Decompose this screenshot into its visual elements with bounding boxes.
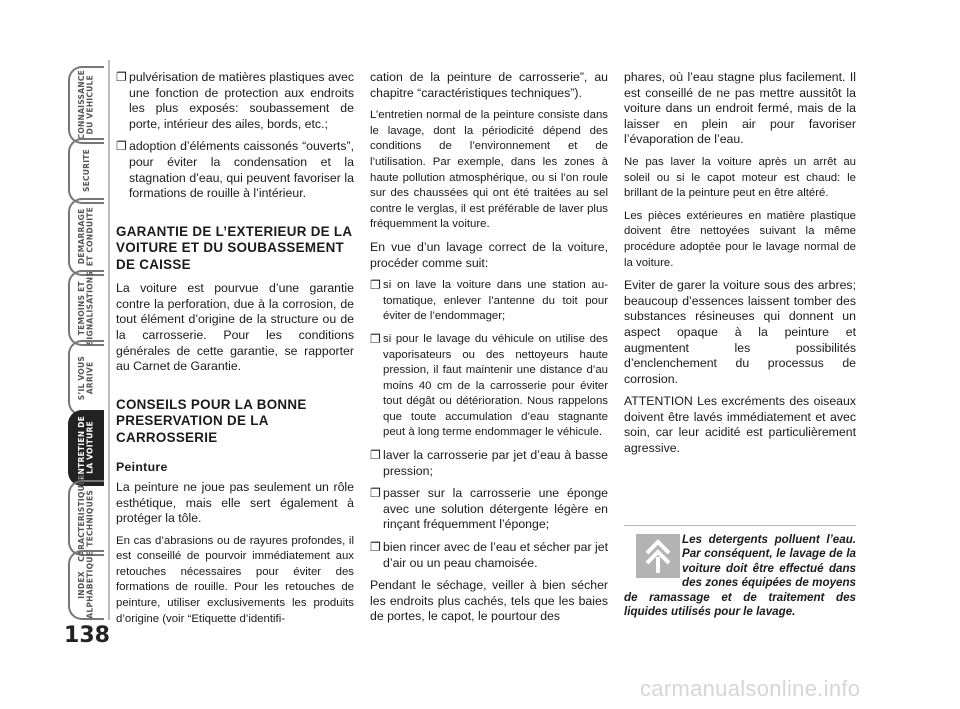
paragraph: En vue d’un lavage correct de la voiture, procéder comme suit: bbox=[370, 239, 608, 270]
column-2 bbox=[370, 70, 608, 632]
watermark: carmanualsonline.info bbox=[640, 676, 861, 701]
tab-label: INDEX ALPHABETIQUE bbox=[77, 551, 95, 619]
column-3 bbox=[624, 70, 856, 464]
list-item: ❐ laver la carrosserie par jet d’eau à basse pression; bbox=[370, 448, 608, 478]
tab-label: SECURITE bbox=[81, 149, 91, 193]
paragraph: La voiture est pourvue d’une garantie contre la perforation, due à la corrosion, de tout élément d’origine de la structure ou de la carrosserie. Pour les conditions générales de cette garantie, se rapporter au Carnet de Garantie. bbox=[116, 281, 354, 374]
tab-label: TEMOINS ET SIGNALISATIONS bbox=[77, 270, 95, 346]
tab-caracteristiques[interactable] bbox=[68, 474, 104, 562]
tab-demarrage[interactable] bbox=[68, 198, 104, 276]
paragraph: Pendant le séchage, veiller à bien sécher les endroits plus cachés, tels que les baies de portes, le capot, le pourtour des bbox=[370, 578, 608, 624]
list-item: ❐ bien rincer avec de l’eau et sécher par jet d’air ou un peau chamoisée. bbox=[370, 540, 608, 570]
paragraph: phares, où l’eau stagne plus facilement. Il est conseillé de ne pas mettre aussitôt la voiture dans un endroit fermé, mais de la laisser en plein air pour favoriser l’évaporation de l’eau. bbox=[624, 70, 856, 147]
list-item: ❐ adoption d’éléments caissonés “ouverts”, pour éviter la condensation et la stagnation d’eau, qui peuvent favoriser la formations de rouille à l’intérieur. bbox=[116, 139, 354, 201]
tab-label: ENTRETIEN DE LA VOITURE bbox=[77, 416, 95, 480]
tab-index[interactable] bbox=[68, 550, 104, 620]
paragraph: En cas d’abrasions ou de rayures profondes, il est conseillé de pourvoir immédiatement aux retouches nécessaires pour éviter des formations de rouille. Pour les retouches de peinture, utiliser exclusivements les produits d’origine (voir “Etiquette d’identifi- bbox=[116, 534, 354, 625]
paragraph: cation de la peinture de carrosserie”, au chapitre “caractéristiques techniques”). bbox=[370, 70, 608, 100]
tab-securite[interactable] bbox=[68, 138, 104, 204]
checkbox-bullet-icon: ❐ bbox=[370, 486, 381, 501]
paragraph: Les pièces extérieures en matière plastique doivent être nettoyées suivant la même procédure adoptée pour le lavage normal de la voiture. bbox=[624, 209, 856, 269]
note-text: Les detergents polluent l’eau. Par conséquent, le lavage de la voiture doit être effectué dans des zones équipées de moyens de ramassage et de traitement des liquides utilisés pour le lavage. bbox=[624, 533, 856, 619]
checkbox-bullet-icon: ❐ bbox=[370, 448, 381, 463]
section-tabs bbox=[0, 0, 112, 709]
checkbox-bullet-icon: ❐ bbox=[116, 70, 127, 84]
tab-label: CARACTERISTIQUES TECHNIQUES bbox=[77, 474, 95, 562]
tab-label: S’IL VOUS ARRIVE bbox=[77, 355, 95, 401]
checkbox-bullet-icon: ❐ bbox=[116, 139, 127, 154]
paragraph: La peinture ne joue pas seulement un rôle esthétique, mais elle sert également à protéger la tôle. bbox=[116, 479, 354, 526]
section-heading: GARANTIE DE L’EXTERIEUR DE LA VOITURE ET DU SOUBASSEMENT DE CAISSE bbox=[116, 223, 352, 272]
paragraph: Ne pas laver la voiture après un arrêt au soleil ou si le capot moteur est chaud: le brillant de la peinture peut en être altéré. bbox=[624, 155, 856, 200]
checkbox-bullet-icon: ❐ bbox=[370, 278, 381, 293]
checkbox-bullet-icon: ❐ bbox=[370, 540, 381, 555]
tab-sil-vous-arrive[interactable] bbox=[68, 340, 104, 416]
checkbox-bullet-icon: ❐ bbox=[370, 331, 381, 346]
page-number: 138 bbox=[64, 623, 110, 648]
environment-note bbox=[624, 525, 856, 626]
column-1 bbox=[116, 70, 354, 634]
tab-label: DEMARRAGE ET CONDUITE bbox=[77, 207, 95, 267]
paragraph: ATTENTION Les excréments des oiseaux doivent être lavés immédiatement et avec soin, car leur acidité est particulièrement agressive. bbox=[624, 394, 856, 456]
paragraph: L’entretien normal de la peinture consiste dans le lavage, dont la périodicité dépend des conditions de l’environnement et de l’utilisation. Par exemple, dans les zones à haute pollution atmosphérique, ou si l’on roule sur des chaussées qui ont été traitées au sel contre le verglas, il est préférable de laver plus fréquemment la voiture. bbox=[370, 109, 608, 231]
tab-divider bbox=[108, 60, 110, 620]
subheading: Peinture bbox=[116, 460, 168, 475]
section-heading: CONSEILS POUR LA BONNE PRESERVATION DE LA CARROSSERIE bbox=[116, 396, 307, 445]
list-item: ❐ pulvérisation de matières plastiques avec une fonction de protection aux endroits les plus exposés: soubassement de porte, intérieur des ailes, bords, etc.; bbox=[116, 70, 354, 131]
list-item: ❐ si on lave la voiture dans une station au-tomatique, enlever l’antenne du toit pour éviter de l’endommager; bbox=[370, 278, 608, 325]
tab-temoins[interactable] bbox=[68, 270, 104, 346]
tab-connaissance[interactable] bbox=[68, 66, 104, 144]
list-item: ❐ si pour le lavage du véhicule on utilise des vaporisateurs ou des nettoyeurs haute pression, il faut maintenir une distance d’au moins 40 cm de la carrosserie pour éviter tout dégât ou détérioration. Nous rappelons que toute accumulation d’eau stagnante peut à long terme endommager le véhicule. bbox=[370, 332, 608, 441]
environment-arrows-icon bbox=[636, 534, 680, 578]
list-item: ❐ passer sur la carrosserie une éponge avec une solution détergente légère en rinçant fréquemment l’éponge; bbox=[370, 486, 608, 532]
paragraph: Eviter de garer la voiture sous des arbres; beaucoup d’essences laissent tomber des substances résineuses qui donnent un aspect opaque à la peinture et augmentent les possibilités d’enclenchement du processus de corrosion. bbox=[624, 278, 856, 386]
tab-label: CONNAISSANCE DU VEHICULE bbox=[77, 70, 95, 140]
